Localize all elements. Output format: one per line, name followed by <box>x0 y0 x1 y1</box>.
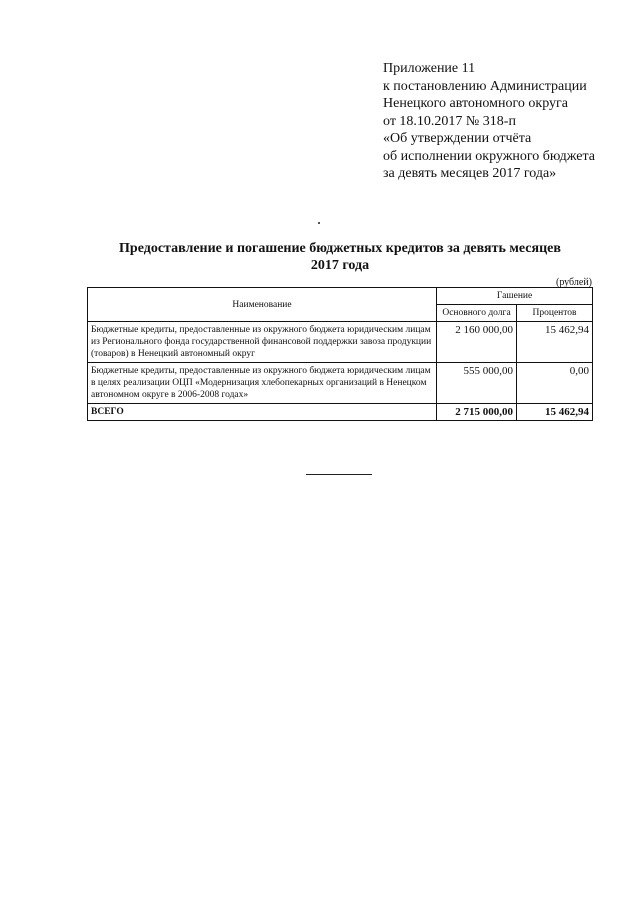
appendix-line: от 18.10.2017 № 318-п <box>383 113 516 129</box>
title-line: 2017 года <box>310 258 370 273</box>
table-row <box>88 363 593 404</box>
appendix-line: «Об утверждении отчёта <box>383 131 532 146</box>
row-principal: 2 160 000,00 <box>437 322 517 363</box>
appendix-line: об исполнении окружного бюджета <box>383 148 595 164</box>
total-principal: 2 715 000,00 <box>437 404 517 421</box>
appendix-line: за девять месяцев 2017 года» <box>383 166 557 181</box>
units-label: (рублей) <box>555 277 592 288</box>
title-line: Предоставление и погашение бюджетных кредитов за девять месяцев <box>119 241 561 256</box>
header-principal: Основного долга <box>437 305 517 322</box>
appendix-block <box>383 60 633 183</box>
closing-rule <box>306 474 372 475</box>
document-title <box>90 240 590 274</box>
total-row <box>88 404 593 421</box>
row-name: Бюджетные кредиты, предоставленные из окружного бюджета юридическим лицам из Регионального фонда государственной финансовой поддержки завоза продукции (товаров) в Ненецкий автономный округ <box>88 322 437 363</box>
credits-table <box>87 287 593 421</box>
row-name: Бюджетные кредиты, предоставленные из окружного бюджета юридическим лицам в целях реализации ОЦП «Модернизация хлебопекарных организаций в Ненецком автономном округе в 2006-2008 годах» <box>88 363 437 404</box>
total-name: ВСЕГО <box>88 404 437 421</box>
scan-dot <box>318 222 320 224</box>
header-name: Наименование <box>88 288 437 322</box>
row-principal: 555 000,00 <box>437 363 517 404</box>
appendix-line: к постановлению Администрации <box>383 78 587 94</box>
table-row <box>88 322 593 363</box>
header-interest: Процентов <box>517 305 593 322</box>
row-interest: 15 462,94 <box>517 322 593 363</box>
header-repayment: Гашение <box>437 288 593 305</box>
row-interest: 0,00 <box>517 363 593 404</box>
total-interest: 15 462,94 <box>517 404 593 421</box>
appendix-line: Приложение 11 <box>383 61 476 76</box>
appendix-line: Ненецкого автономного округа <box>383 96 568 111</box>
